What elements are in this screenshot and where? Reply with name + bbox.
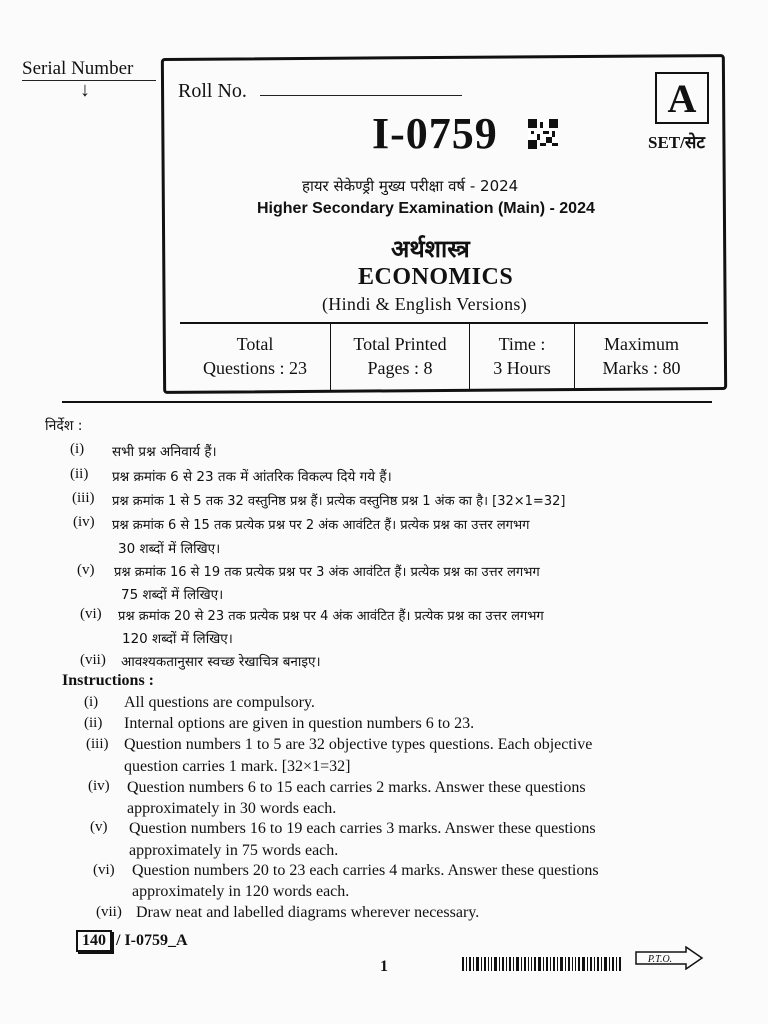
list-item-number: (ii) [84,715,103,731]
list-item: Internal options are given in question numbers 6 to 23. [124,715,475,732]
list-item-continued: approximately in 75 words each. [129,842,339,859]
list-item: Question numbers 16 to 19 each carries 3 marks. Answer these questions [129,820,596,837]
list-item-number: (v) [90,819,108,835]
down-arrow-icon: ↓ [80,79,90,101]
exam-info-table [180,322,708,390]
subject-english: ECONOMICS [358,264,514,290]
list-item: प्रश्न क्रमांक 1 से 5 तक 32 वस्तुनिष्ठ प्रश्न हैं। प्रत्येक वस्तुनिष्ठ प्रश्न 1 अंक का है। [32×1=32] [112,494,566,509]
subject-hindi: अर्थशास्त्र [391,235,470,263]
exam-title-english: Higher Secondary Examination (Main) - 2024 [257,200,595,217]
list-item-number: (vi) [93,862,115,878]
info-max-marks: Maximum Marks : 80 [602,334,681,378]
exam-title-hindi: हायर सेकेण्ड्री मुख्य परीक्षा वर्ष - 2024 [302,177,519,195]
serial-number-label: Serial Number [22,58,134,79]
list-item-number: (ii) [70,466,89,482]
list-item-number: (vi) [80,606,102,622]
pto-arrow-icon [634,946,704,970]
list-item-number: (v) [77,562,95,578]
list-item-number: (i) [84,694,99,710]
info-total-questions: Total Questions : 23 [180,324,331,390]
list-item: प्रश्न क्रमांक 6 से 23 तक में आंतरिक विकल्प दिये गये हैं। [112,469,392,485]
list-item-number: (iii) [72,490,95,506]
list-item-number: (vii) [96,904,122,920]
list-item: सभी प्रश्न अनिवार्य हैं। [112,444,217,460]
list-item-number: (iii) [86,736,109,752]
set-letter-box: A [655,72,709,124]
list-item: All questions are compulsory. [124,694,315,711]
paper-code: I-0759 [372,109,498,158]
list-item-continued: 75 शब्दों में लिखिए। [121,587,224,603]
list-item: Question numbers 20 to 23 each carries 4 marks. Answer these questions [132,862,599,879]
list-item-continued: approximately in 30 words each. [127,800,337,817]
list-item-continued: question carries 1 mark. [32×1=32] [124,758,351,775]
divider [62,401,712,403]
footer-box-number: 140 [76,930,112,952]
list-item: Draw neat and labelled diagrams wherever necessary. [136,904,480,921]
info-total-pages: Total Printed Pages : 8 [331,324,470,390]
barcode-icon [462,957,622,971]
footer-paper-code [76,930,188,952]
list-item: आवश्यकतानुसार स्वच्छ रेखाचित्र बनाइए। [121,654,321,670]
list-item: प्रश्न क्रमांक 20 से 23 तक प्रत्येक प्रश्न पर 4 अंक आवंटित हैं। प्रत्येक प्रश्न का उत्तर लगभग [118,609,544,624]
pto-label: P.T.O. [647,954,673,965]
list-item-number: (vii) [80,652,106,668]
hindi-instructions-heading: निर्देश : [45,418,83,434]
list-item: प्रश्न क्रमांक 6 से 15 तक प्रत्येक प्रश्न पर 2 अंक आवंटित हैं। प्रत्येक प्रश्न का उत्तर लगभग [112,518,530,533]
list-item: Question numbers 1 to 5 are 32 objective types questions. Each objective [124,736,593,753]
page-number: 1 [380,958,388,975]
qr-code-icon [528,119,558,149]
list-item-continued: 30 शब्दों में लिखिए। [118,541,221,557]
list-item-number: (iv) [73,514,95,530]
list-item-continued: approximately in 120 words each. [132,883,350,900]
footer-code-text: / I-0759_A [116,932,188,949]
list-item-number: (i) [70,441,85,457]
versions-note: (Hindi & English Versions) [322,294,527,314]
list-item-continued: 120 शब्दों में लिखिए। [122,631,233,647]
list-item: Question numbers 6 to 15 each carries 2 marks. Answer these questions [127,779,586,796]
list-item-number: (iv) [88,778,110,794]
set-label: SET/सेट [648,133,705,152]
roll-number-label: Roll No. [178,80,247,102]
english-instructions-heading: Instructions : [62,672,155,689]
roll-number-field[interactable] [260,95,462,96]
info-time: Time : 3 Hours [470,324,575,390]
list-item: प्रश्न क्रमांक 16 से 19 तक प्रत्येक प्रश्न पर 3 अंक आवंटित हैं। प्रत्येक प्रश्न का उत्तर लगभग [114,565,540,580]
